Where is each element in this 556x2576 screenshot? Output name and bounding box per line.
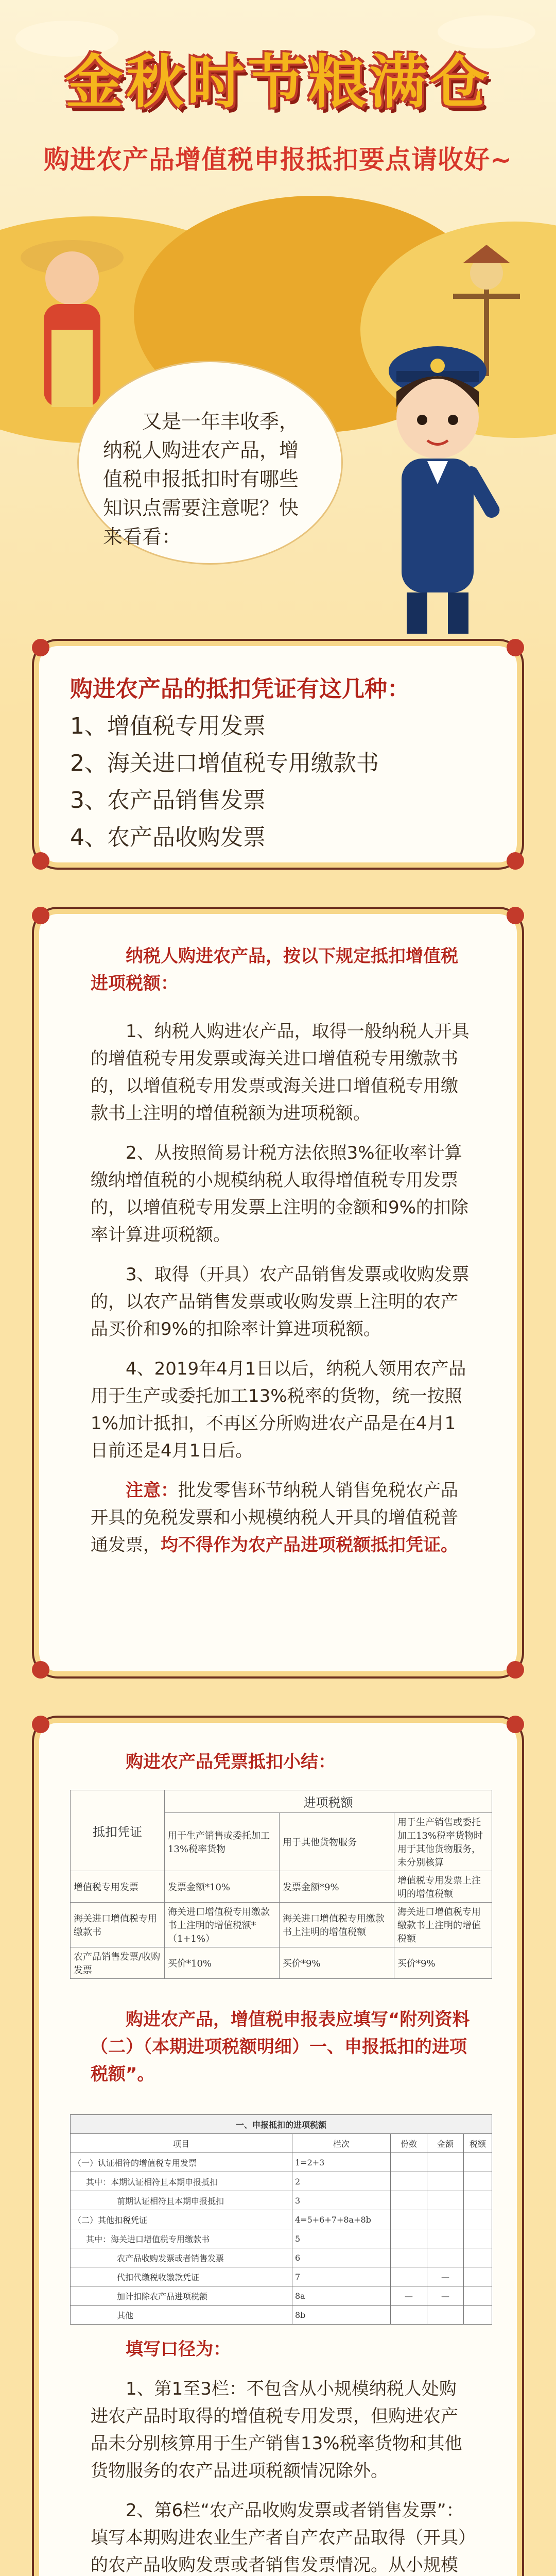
form-row [71,2191,492,2210]
form-item: 加计扣除农产品进项税额 [71,2286,292,2306]
table-row [71,1947,492,1979]
form-col: 7 [292,2267,391,2286]
guide-paragraph: 1、第1至3栏：不包含从小规模纳税人处购进农产品时取得的增值税专用发票，但购进农产品未分别核算用于生产销售13%税率货物和其他货物服务的农产品进项税额情况除外。 [91,2379,462,2481]
table-cell: 海关进口增值税专用缴款书上注明的增值税额*（1+1%） [165,1903,280,1947]
form-row [71,2229,492,2248]
form-item: 代扣代缴税收缴款凭证 [71,2267,292,2286]
summary-table [70,1790,492,1979]
form-item: 前期认证相符且本期申报抵扣 [71,2191,292,2210]
form-item: 其中：本期认证相符且本期申报抵扣 [71,2172,292,2191]
form-header-col: 栏次 [292,2134,391,2153]
page-title: 金秋时节粮满仓 [65,49,491,116]
form-col: 8b [292,2306,391,2325]
form-row [71,2267,492,2286]
table-cell: 海关进口增值税专用缴款书上注明的增值税额 [280,1903,394,1947]
form-col: 6 [292,2248,391,2267]
rule-note [91,1477,472,1559]
form-row [71,2306,492,2325]
form-col: 2 [292,2172,391,2191]
table-cell: 买价*10% [165,1947,280,1979]
form-col: 5 [292,2229,391,2248]
voucher-item: 3、农产品销售发票 [70,787,266,814]
form-row [71,2153,492,2172]
rule-paragraph: 3、取得（开具）农产品销售发票或收购发票的，以农产品销售发票或收购发票上注明的农产品买价和9%的扣除率计算进项税额。 [91,1264,470,1340]
note-red-text: 均不得作为农产品进项税额抵扣凭证。 [161,1535,458,1555]
table-cell: 增值税专用发票上注明的增值税额 [394,1871,492,1903]
tax-officer-illustration [360,330,515,639]
form-col: 8a [292,2286,391,2306]
rule-paragraph: 4、2019年4月1日以后，纳税人领用农产品用于生产或委托加工13%税率的货物，统一按照1%加计抵扣，不再区分所购进农产品是在4月1日前还是4月1日后。 [91,1359,466,1461]
table-subheader: 用于生产销售或委托加工13%税率货物时用于其他货物服务，未分别核算 [394,1813,492,1871]
summary-card [32,1716,524,2576]
form-item: 其他 [71,2306,292,2325]
form-item: （二）其他扣税凭证 [71,2210,292,2229]
voucher-types-card [32,639,524,870]
form-item: （一）认证相符的增值税专用发票 [71,2153,292,2172]
table-cell: 发票金额*9% [280,1871,394,1903]
voucher-item: 4、农产品收购发票 [70,824,266,851]
form-row [71,2248,492,2267]
table-row [71,1903,492,1947]
form-header-item: 项目 [71,2134,292,2153]
form-caption: 一、申报抵扣的进项税额 [71,2115,492,2134]
table-cell: 海关进口增值税专用缴款书 [71,1903,165,1947]
form-row [71,2172,492,2191]
table-subheader: 用于其他货物服务 [280,1813,394,1871]
rule-paragraph: 2、从按照简易计税方法依照3%征收率计算缴纳增值税的小规模纳税人取得增值税专用发票的，以增值税专用发票上注明的金额和9%的扣除率计算进项税额。 [91,1143,468,1245]
note-label: 注意： [126,1480,178,1501]
page-subtitle: 购进农产品增值税申报抵扣要点请收好~ [44,145,512,175]
form-item: 农产品收购发票或者销售发票 [71,2248,292,2267]
intro-text: 又是一年丰收季，纳税人购进农产品，增值税申报抵扣时有哪些知识点需要注意呢？快来看看： [103,410,299,548]
fill-instruction-heading: 购进农产品，增值税申报表应填写“附列资料（二）（本期进项税额明细）一、申报抵扣的进项税额”。 [91,2009,470,2084]
voucher-item: 2、海关进口增值税专用缴款书 [70,750,379,776]
form-header-tax: 税额 [464,2134,492,2153]
voucher-item: 1、增值税专用发票 [70,713,266,739]
form-col: 4=5+6+7+8a+8b [292,2210,391,2229]
table-cell: 农产品销售发票/收购发票 [71,1947,165,1979]
farmer-illustration [15,227,129,422]
voucher-types-heading: 购进农产品的抵扣凭证有这几种： [70,676,410,702]
summary-heading: 购进农产品凭票抵扣小结： [126,1752,336,1772]
form-row [71,2210,492,2229]
declaration-form [70,2114,492,2325]
table-cell: 海关进口增值税专用缴款书上注明的增值税额 [394,1903,492,1947]
form-col: 1=2+3 [292,2153,391,2172]
table-cell: 买价*9% [394,1947,492,1979]
form-row [71,2286,492,2306]
table-cell: 发票金额*10% [165,1871,280,1903]
form-dash: — [427,2286,464,2306]
form-dash: — [391,2286,427,2306]
form-dash: — [427,2267,464,2286]
deduction-rules-heading: 纳税人购进农产品，按以下规定抵扣增值税进项税额： [91,946,458,994]
form-item: 其中：海关进口增值税专用缴款书 [71,2229,292,2248]
table-header-amount: 进项税额 [165,1790,492,1813]
guide-heading: 填写口径为： [126,2339,231,2360]
guide-paragraph: 2、第6栏“农产品收购发票或者销售发票”：填写本期购进农业生产者自产农产品取得（开具）的农产品收购发票或者销售发票情况。从小规模 [91,2500,467,2575]
deduction-rules-card [32,907,524,1679]
rule-paragraph: 1、纳税人购进农产品，取得一般纳税人开具的增值税专用发票或海关进口增值税专用缴款书的，以增值税专用发票或海关进口增值税专用缴款书上注明的增值税额为进项税额。 [91,1021,470,1124]
table-cell: 买价*9% [280,1947,394,1979]
table-header-voucher: 抵扣凭证 [71,1790,165,1871]
form-header-amt: 金额 [427,2134,464,2153]
table-cell: 增值税专用发票 [71,1871,165,1903]
note-text: 批发零售环节纳税人销售免税农产品开具的免税发票和小规模纳税人开具的增值税普通发票， [91,1480,458,1555]
table-subheader: 用于生产销售或委托加工13%税率货物 [165,1813,280,1871]
table-row [71,1871,492,1903]
form-col: 3 [292,2191,391,2210]
form-header-num: 份数 [391,2134,427,2153]
